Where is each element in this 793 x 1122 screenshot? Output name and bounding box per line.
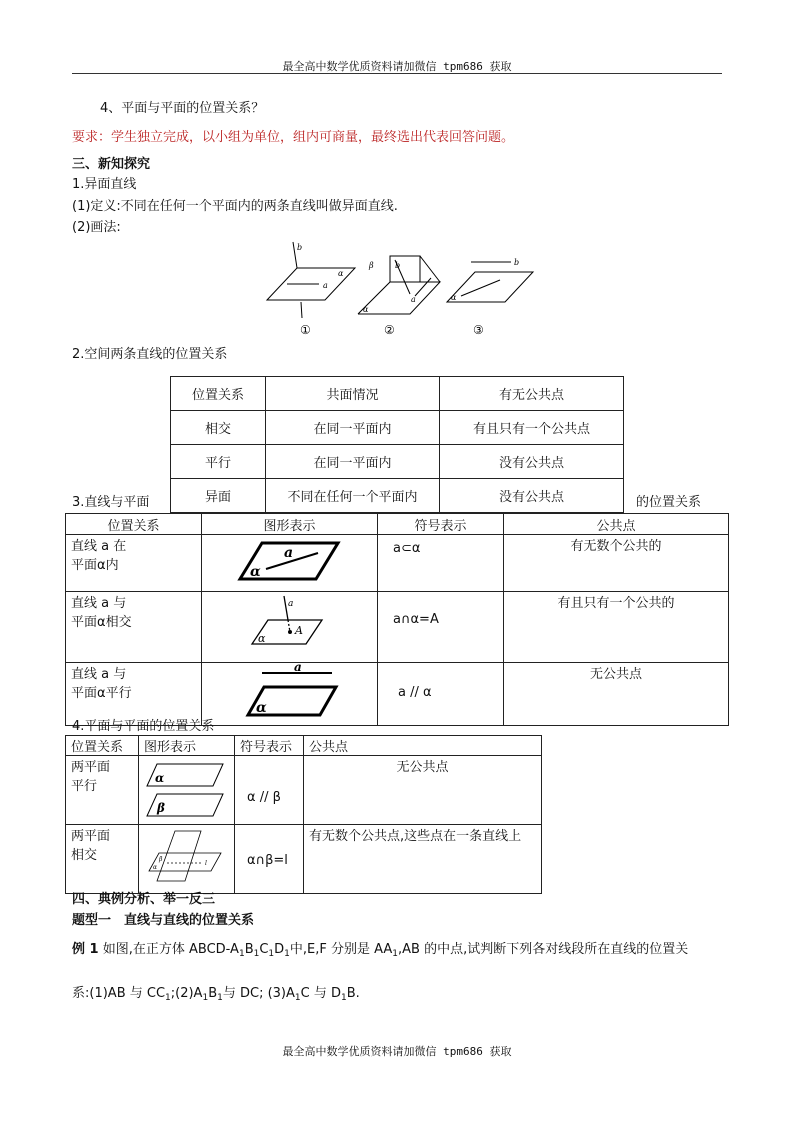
parallel-planes-figure [139, 756, 234, 820]
relation-line2: 平面α平行 [71, 686, 132, 701]
fig2-edge [420, 256, 440, 282]
relation-line2: 平行 [71, 779, 98, 794]
relation-line1: 两平面 [71, 760, 111, 775]
table1-cell: 相交 [171, 411, 266, 445]
table3-symbol-cell: α // β [235, 756, 304, 825]
subsection-2: 2.空间两条直线的位置关系 [72, 347, 228, 362]
table2-common-cell: 有且只有一个公共的 [504, 592, 729, 663]
subsection-3-right: 的位置关系 [636, 495, 702, 510]
relation-line1: 直线 a 与 [71, 596, 127, 611]
table-row [66, 756, 542, 825]
table3-header-cell: 符号表示 [235, 736, 304, 756]
example-text: C 与 D [300, 986, 341, 1001]
example-1-line1 [72, 938, 688, 959]
table-row [171, 445, 624, 479]
subscript: 1 [202, 993, 209, 1003]
table-row [66, 592, 729, 663]
relation-line2: 平面α内 [71, 558, 119, 573]
table1-header-cell: 位置关系 [171, 377, 266, 411]
fig1-line-b-bottom [301, 302, 302, 318]
table1-header-cell: 共面情况 [266, 377, 440, 411]
table1-cell: 有且只有一个公共点 [440, 411, 624, 445]
table1-cell: 没有公共点 [440, 445, 624, 479]
table2-header-cell: 位置关系 [66, 514, 202, 535]
letter-alpha: α [153, 864, 158, 871]
table3-symbol-cell: α∩β=l [235, 825, 304, 894]
letter-a: a [288, 599, 294, 609]
subscript: 1 [268, 949, 275, 959]
table3-figure-cell [139, 825, 235, 894]
fig3-b: b [514, 258, 520, 267]
table3-figure-cell [139, 756, 235, 825]
table2-symbol-cell: a∩α=A [378, 592, 504, 663]
table3-header-row [66, 736, 542, 756]
table3-relation-cell [66, 756, 139, 825]
fig2-b: b [395, 261, 401, 270]
table3-common-cell: 有无数个公共点,这些点在一条直线上 [304, 825, 542, 894]
example-text: B. [346, 986, 360, 1001]
subsection-1: 1.异面直线 [72, 177, 137, 192]
table2-symbol-cell: a // α [378, 663, 504, 726]
table3-common-cell: 无公共点 [304, 756, 542, 825]
subsection-3-left: 3.直线与平面 [72, 495, 150, 510]
table2-symbol-cell: a⊂α [378, 535, 504, 592]
fig1-alpha: α [338, 269, 344, 278]
line-intersect-plane-figure [202, 592, 367, 658]
table-row [66, 825, 542, 894]
fig2-label: ② [384, 323, 395, 337]
page-footer: 最全高中数学优质资料请加微信 tpm686 获取 [282, 1045, 512, 1058]
line-parallel-plane-figure [202, 663, 367, 721]
question-4: 4、平面与平面的位置关系？ [100, 101, 265, 116]
fig1-label: ① [300, 323, 311, 337]
letter-alpha: α [258, 632, 266, 645]
intersecting-planes-figure [139, 825, 234, 889]
relation-line1: 直线 a 与 [71, 667, 127, 682]
example-1-line2 [72, 982, 360, 1003]
fig2-beta: β [369, 261, 374, 270]
example-text: C [259, 942, 269, 957]
skew-lines-figure [255, 238, 545, 338]
table2-header-cell: 图形表示 [202, 514, 378, 535]
example-text: 与 DC; (3)A [222, 986, 295, 1001]
table2-header-row [66, 514, 729, 535]
example-text: B [244, 942, 254, 957]
page-header: 最全高中数学优质资料请加微信 tpm686 获取 [282, 60, 512, 73]
example-text: B [208, 986, 218, 1001]
plane-plane-table [65, 735, 542, 894]
line-plane-table [65, 513, 729, 726]
relation-line2: 平面α相交 [71, 615, 132, 630]
subscript: 1 [284, 949, 290, 959]
letter-beta: β [157, 801, 165, 815]
letter-a: a [284, 545, 294, 561]
table1-cell: 没有公共点 [440, 479, 624, 513]
fig3-line-a [461, 280, 500, 296]
table1-header-row [171, 377, 624, 411]
letter-A: A [295, 624, 303, 637]
subscript: 1 [294, 993, 301, 1003]
subscript: 1 [165, 993, 171, 1003]
table-row [171, 479, 624, 513]
example-text: ;(2)A [170, 986, 203, 1001]
letter-alpha: α [250, 564, 261, 580]
table3-header-cell: 公共点 [304, 736, 542, 756]
fig3-label: ③ [473, 323, 484, 337]
table1-header-cell: 有无公共点 [440, 377, 624, 411]
plane-beta [157, 831, 201, 881]
table1-cell: 在同一平面内 [266, 411, 440, 445]
table3-relation-cell [66, 825, 139, 894]
fig1-b: b [297, 243, 303, 252]
section-4-title: 四、典例分析、举一反三 [72, 892, 216, 907]
letter-beta: β [159, 856, 163, 863]
table2-header-cell: 符号表示 [378, 514, 504, 535]
letter-alpha: α [256, 700, 267, 716]
point-A [288, 630, 292, 634]
table2-common-cell: 无公共点 [504, 663, 729, 726]
table1-cell: 不同在任何一个平面内 [266, 479, 440, 513]
table-row [171, 411, 624, 445]
table1-cell: 平行 [171, 445, 266, 479]
table2-figure-cell [202, 535, 378, 592]
table2-common-cell: 有无数个公共的 [504, 535, 729, 592]
question-type-1: 题型一 直线与直线的位置关系 [72, 913, 255, 928]
relation-line1: 两平面 [71, 829, 111, 844]
table2-figure-cell [202, 663, 378, 726]
definition-text: (1)定义:不同在任何一个平面内的两条直线叫做异面直线. [72, 199, 398, 214]
subscript: 1 [392, 949, 399, 959]
fig2-alpha: α [363, 305, 369, 314]
fig1-a: a [323, 281, 328, 290]
relation-line1: 直线 a 在 [71, 539, 127, 554]
letter-a: a [294, 663, 302, 674]
table-row [66, 535, 729, 592]
example-text: 系:(1)AB 与 CC [72, 986, 166, 1001]
table2-figure-cell [202, 592, 378, 663]
subscript: 1 [253, 949, 260, 959]
fig2-line-a [415, 278, 431, 296]
header-rule [72, 73, 722, 74]
subscript: 1 [238, 949, 245, 959]
example-text: 如图,在正方体 ABCD-A [102, 942, 239, 957]
drawing-label: (2)画法: [72, 220, 121, 235]
fig2-a: a [411, 295, 416, 304]
letter-l: l [205, 860, 207, 867]
example-text: 中,E,F 分别是 AA [289, 942, 393, 957]
table2-header-cell: 公共点 [504, 514, 729, 535]
example-text: D [274, 942, 285, 957]
subscript: 1 [217, 993, 223, 1003]
table1-cell: 异面 [171, 479, 266, 513]
letter-alpha: α [155, 771, 165, 785]
table3-header-cell: 位置关系 [66, 736, 139, 756]
relation-line2: 相交 [71, 848, 98, 863]
fig2-plane-alpha [358, 282, 440, 314]
table2-relation-cell [66, 592, 202, 663]
example-label: 例 1 [72, 942, 99, 957]
table1-cell: 在同一平面内 [266, 445, 440, 479]
line-relations-table [170, 376, 624, 513]
fig3-alpha: α [451, 293, 457, 302]
section-3-title: 三、新知探究 [72, 157, 151, 172]
subscript: 1 [340, 993, 347, 1003]
fig3-plane [447, 272, 533, 302]
example-text: ,AB 的中点,试判断下列各对线段所在直线的位置关 [398, 942, 689, 957]
subsection-4: 4.平面与平面的位置关系 [72, 719, 215, 734]
line-in-plane-figure [202, 535, 367, 587]
requirement-text: 要求：学生独立完成，以小组为单位，组内可商量，最终选出代表回答问题。 [72, 130, 515, 145]
table3-header-cell: 图形表示 [139, 736, 235, 756]
table2-relation-cell [66, 535, 202, 592]
